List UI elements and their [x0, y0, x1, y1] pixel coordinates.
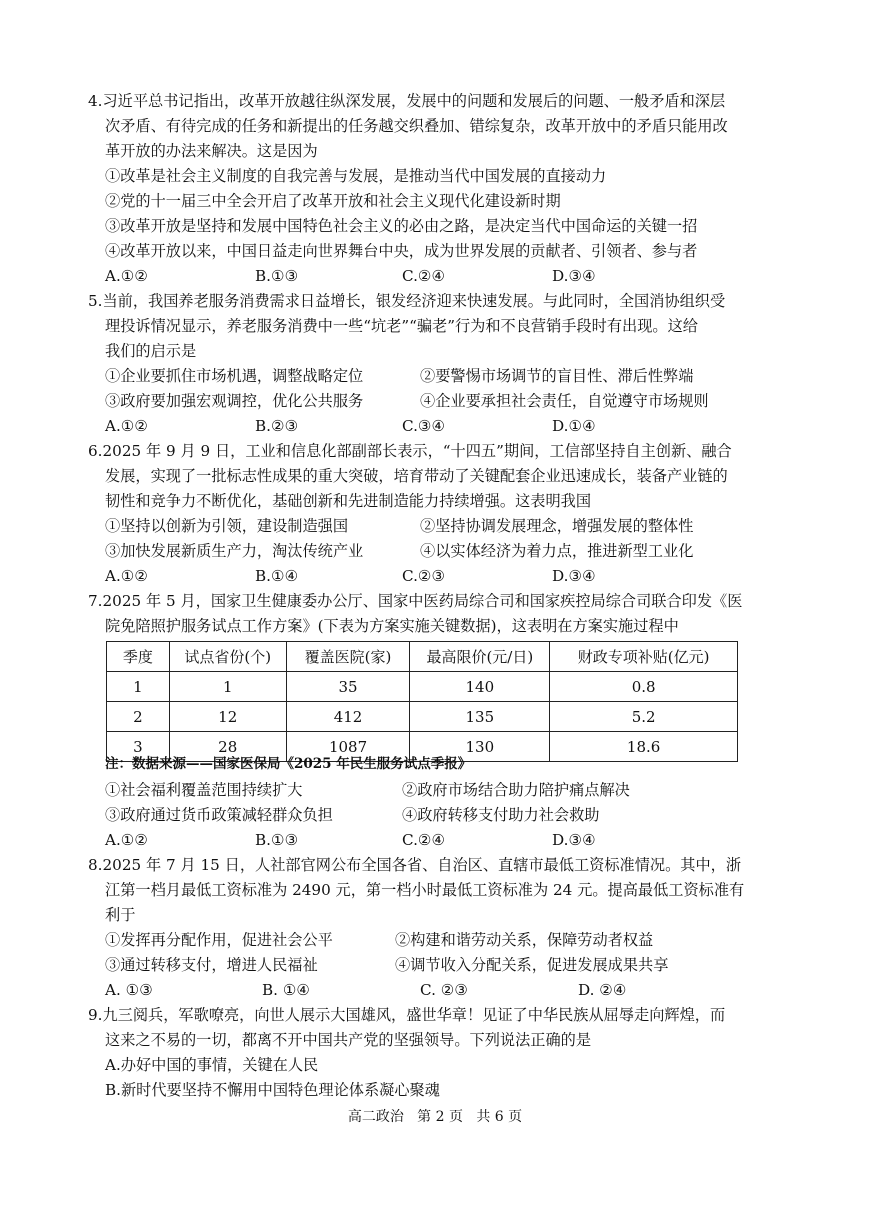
option-d: D.③④ [552, 267, 596, 285]
option-c: C.②③ [402, 567, 446, 585]
table-source-note: 注：数据来源——国家医保局《2025 年民生服务试点季报》 [105, 756, 472, 772]
page-footer: 高二政治 第 2 页 共 6 页 [347, 1109, 523, 1125]
statement: ①发挥再分配作用，促进社会公平 [105, 931, 333, 949]
table-row [107, 672, 738, 702]
statement: ①改革是社会主义制度的自我完善与发展，是推动当代中国发展的直接动力 [105, 167, 607, 185]
statement: ④以实体经济为着力点，推进新型工业化 [420, 542, 694, 560]
question-stem-line: 7.2025 年 5 月，国家卫生健康委办公厅、国家中医药局综合司和国家疾控局综合司联合印发《医 [88, 592, 743, 610]
table-header-cell: 试点省份(个) [169, 642, 286, 672]
question-stem-line: 江第一档月最低工资标准为 2490 元，第一档小时最低工资标准为 24 元。提高最低工资标准有 [105, 881, 745, 899]
question-stem-line: 次矛盾、有待完成的任务和新提出的任务越交织叠加、错综复杂，改革开放中的矛盾只能用改 [105, 117, 728, 135]
table-cell: 1 [169, 672, 286, 702]
statement: ③加快发展新质生产力，淘汰传统产业 [105, 542, 364, 560]
question-stem-line: 革开放的办法来解决。这是因为 [105, 142, 318, 160]
table-header-cell: 覆盖医院(家) [286, 642, 410, 672]
table-cell: 0.8 [550, 672, 738, 702]
question-stem-line: 6.2025 年 9 月 9 日，工业和信息化部副部长表示，“十四五”期间，工信部坚持自主创新、融合 [88, 442, 732, 460]
statement: ①企业要抓住市场机遇，调整战略定位 [105, 367, 364, 385]
statement: ②党的十一届三中全会开启了改革开放和社会主义现代化建设新时期 [105, 192, 561, 210]
option-a: A.①② [105, 267, 149, 285]
statement: ②构建和谐劳动关系，保障劳动者权益 [395, 931, 654, 949]
option-b: B.②③ [255, 417, 299, 435]
option-a: A.①② [105, 567, 149, 585]
table-row [107, 702, 738, 732]
table-cell: 5.2 [550, 702, 738, 732]
statement: ②坚持协调发展理念，增强发展的整体性 [420, 517, 694, 535]
question-stem-line: 我们的启示是 [105, 342, 197, 360]
option-b: B.①③ [255, 831, 299, 849]
table-header-cell: 财政专项补贴(亿元) [550, 642, 738, 672]
question-stem-line: 理投诉情况显示，养老服务消费中一些“坑老”“骗老”行为和不良营销手段时有出现。这给 [105, 317, 698, 335]
table-header-cell: 最高限价(元/日) [410, 642, 550, 672]
table-cell: 35 [286, 672, 410, 702]
data-table [106, 641, 738, 762]
table-cell: 412 [286, 702, 410, 732]
option-a: A.①② [105, 417, 149, 435]
statement: ①社会福利覆盖范围持续扩大 [105, 781, 303, 799]
statement: ①坚持以创新为引领，建设制造强国 [105, 517, 348, 535]
option-c: C.②④ [402, 831, 446, 849]
table-header-cell: 季度 [107, 642, 170, 672]
statement: ②政府市场结合助力陪护痛点解决 [402, 781, 630, 799]
statement: ③改革开放是坚持和发展中国特色社会主义的必由之路，是决定当代中国命运的关键一招 [105, 217, 698, 235]
statement: ③政府通过货币政策减轻群众负担 [105, 806, 333, 824]
option-a: A. ①③ [105, 981, 153, 999]
table-cell: 18.6 [550, 732, 738, 762]
option-b: B. ①④ [262, 981, 311, 999]
option-c: C.②④ [402, 267, 446, 285]
option-d: D.①④ [552, 417, 596, 435]
option-b: B.新时代要坚持不懈用中国特色理论体系凝心聚魂 [105, 1081, 440, 1099]
option-d: D.③④ [552, 831, 596, 849]
table-cell: 140 [410, 672, 550, 702]
option-b: B.①④ [255, 567, 299, 585]
table-cell: 130 [410, 732, 550, 762]
question-stem-line: 韧性和竞争力不断优化，基础创新和先进制造能力持续增强。这表明我国 [105, 492, 591, 510]
table-cell: 2 [107, 702, 170, 732]
table-cell: 12 [169, 702, 286, 732]
table-cell: 3 [107, 732, 170, 762]
option-a: A.办好中国的事情，关键在人民 [105, 1056, 319, 1074]
option-d: D. ②④ [578, 981, 627, 999]
table-cell: 1087 [286, 732, 410, 762]
statement: ④改革开放以来，中国日益走向世界舞台中央，成为世界发展的贡献者、引领者、参与者 [105, 242, 698, 260]
statement: ②要警惕市场调节的盲目性、滞后性弊端 [420, 367, 694, 385]
statement: ④政府转移支付助力社会救助 [402, 806, 600, 824]
question-stem-line: 院免陪照护服务试点工作方案》(下表为方案实施关键数据)，这表明在方案实施过程中 [105, 617, 679, 635]
question-stem-line: 发展，实现了一批标志性成果的重大突破，培育带动了关键配套企业迅速成长，装备产业链的 [105, 467, 728, 485]
statement: ③政府要加强宏观调控，优化公共服务 [105, 392, 364, 410]
option-b: B.①③ [255, 267, 299, 285]
question-stem-line: 8.2025 年 7 月 15 日，人社部官网公布全国各省、自治区、直辖市最低工资标准情况。其中，浙 [88, 856, 742, 874]
statement: ③通过转移支付，增进人民福祉 [105, 956, 318, 974]
table-header-row [107, 642, 738, 672]
table-cell: 1 [107, 672, 170, 702]
table-cell: 135 [410, 702, 550, 732]
question-stem-line: 4.习近平总书记指出，改革开放越往纵深发展，发展中的问题和发展后的问题、一般矛盾和深层 [88, 92, 726, 110]
question-stem-line: 这来之不易的一切，都离不开中国共产党的坚强领导。下列说法正确的是 [105, 1031, 591, 1049]
question-stem-line: 5.当前，我国养老服务消费需求日益增长，银发经济迎来快速发展。与此同时，全国消协组织受 [88, 292, 726, 310]
statement: ④企业要承担社会责任，自觉遵守市场规则 [420, 392, 709, 410]
question-stem-line: 利于 [105, 906, 136, 924]
table-cell: 28 [169, 732, 286, 762]
option-d: D.③④ [552, 567, 596, 585]
statement: ④调节收入分配关系，促进发展成果共享 [395, 956, 669, 974]
option-c: C.③④ [402, 417, 446, 435]
option-c: C. ②③ [420, 981, 468, 999]
option-a: A.①② [105, 831, 149, 849]
question-stem-line: 9.九三阅兵，军歌嘹亮，向世人展示大国雄风，盛世华章！见证了中华民族从屈辱走向辉煌，而 [88, 1006, 726, 1024]
